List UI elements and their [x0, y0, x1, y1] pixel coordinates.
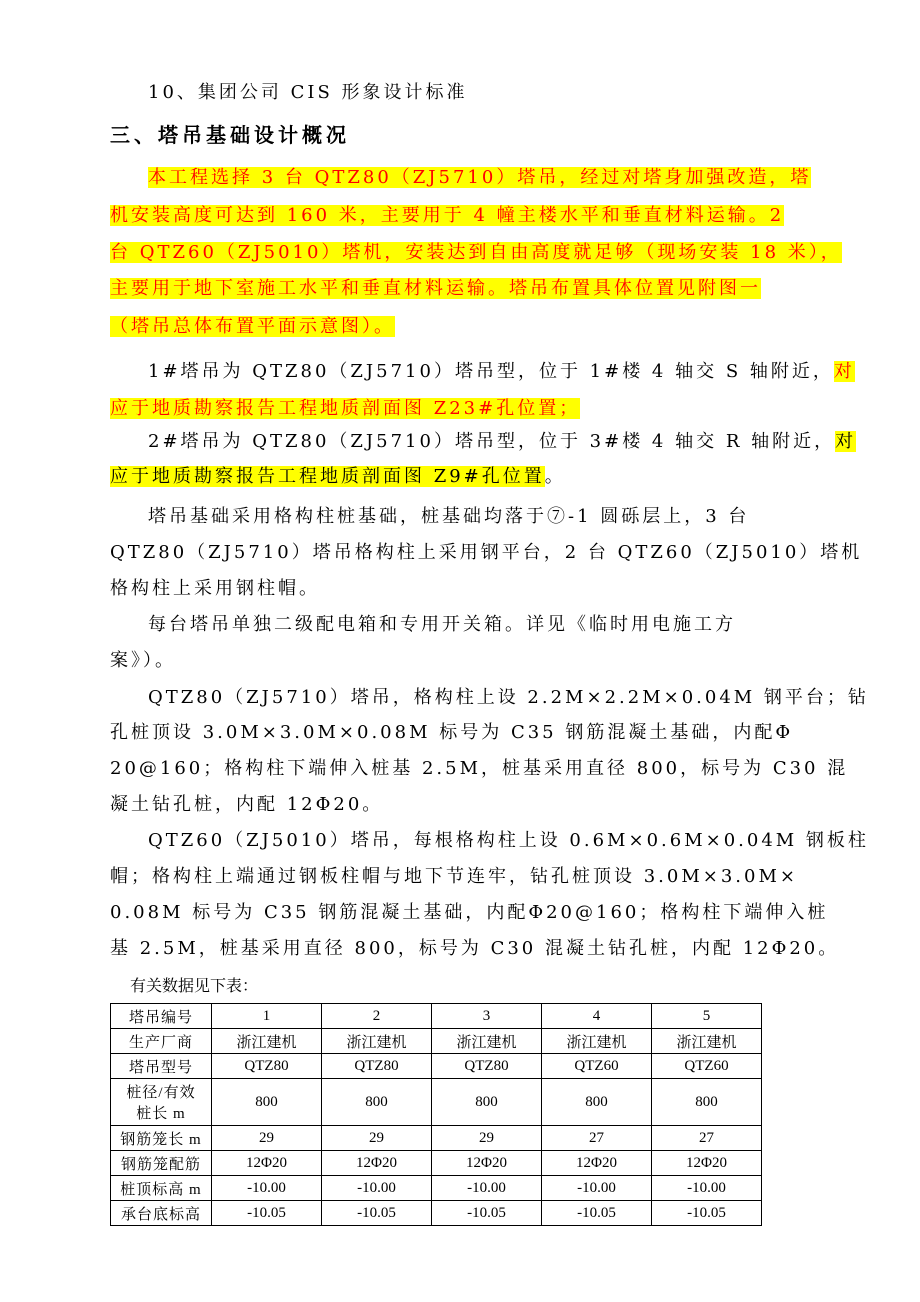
table-cell: -10.05	[212, 1201, 322, 1226]
table-row	[111, 1151, 762, 1176]
table-cell: 800	[322, 1079, 432, 1126]
table-cell: -10.05	[432, 1201, 542, 1226]
table-cell: 浙江建机	[212, 1029, 322, 1054]
table-row	[111, 1079, 762, 1126]
table-row	[111, 1176, 762, 1201]
table-cell: QTZ60	[652, 1054, 762, 1079]
table-cell: 2	[322, 1004, 432, 1029]
cis-standard-line: 10、集团公司 CIS 形象设计标准	[148, 82, 468, 103]
table-cell: 800	[212, 1079, 322, 1126]
qtz80-line-2: 孔桩顶设 3.0M×3.0M×0.08M 标号为 C35 钢筋混凝土基础，内配Φ	[110, 722, 794, 743]
table-row	[111, 1126, 762, 1151]
table-row	[111, 1201, 762, 1226]
table-cell: 浙江建机	[542, 1029, 652, 1054]
table-cell: -10.00	[542, 1176, 652, 1201]
table-cell: 29	[322, 1126, 432, 1151]
table-cell: 3	[432, 1004, 542, 1029]
table-cell: QTZ80	[432, 1054, 542, 1079]
table-cell: 12Φ20	[432, 1151, 542, 1176]
table-cell: 12Φ20	[212, 1151, 322, 1176]
crane1-line-1: 1#塔吊为 QTZ80（ZJ5710）塔吊型，位于 1#楼 4 轴交 S 轴附近，对	[148, 361, 855, 382]
qtz80-line-1: QTZ80（ZJ5710）塔吊，格构柱上设 2.2M×2.2M×0.04M 钢平台；钻	[148, 687, 869, 708]
row-label: 承台底标高	[111, 1201, 212, 1226]
table-cell: 4	[542, 1004, 652, 1029]
table-cell: 12Φ20	[652, 1151, 762, 1176]
row-label: 钢筋笼配筋	[111, 1151, 212, 1176]
qtz80-line-3: 20@160；格构柱下端伸入桩基 2.5M，桩基采用直径 800，标号为 C30 混	[110, 758, 849, 779]
crane2-line-2: 应于地质勘察报告工程地质剖面图 Z9#孔位置。	[110, 466, 566, 487]
row-label: 钢筋笼长 m	[111, 1126, 212, 1151]
table-row	[111, 1004, 762, 1029]
table-cell: 12Φ20	[542, 1151, 652, 1176]
table-cell: 800	[542, 1079, 652, 1126]
table-cell: 浙江建机	[432, 1029, 542, 1054]
row-label: 桩径/有效 桩长 m	[111, 1079, 212, 1126]
table-cell: QTZ60	[542, 1054, 652, 1079]
intro-line-3: 台 QTZ60（ZJ5010）塔机，安装达到自由高度就足够（现场安装 18 米），	[110, 242, 842, 263]
table-intro: 有关数据见下表：	[130, 978, 259, 995]
table-cell: 5	[652, 1004, 762, 1029]
qtz60-line-4: 基 2.5M，桩基采用直径 800，标号为 C30 混凝土钻孔桩，内配 12Φ20。	[110, 938, 840, 959]
qtz60-line-2: 帽；格构柱上端通过钢板柱帽与地下节连牢，钻孔桩顶设 3.0M×3.0M×	[110, 866, 798, 887]
foundation-line-1: 塔吊基础采用格构柱桩基础，桩基础均落于⑦-1 圆砾层上，3 台	[148, 506, 750, 527]
table-cell: 800	[652, 1079, 762, 1126]
table-cell: QTZ80	[322, 1054, 432, 1079]
table-cell: -10.00	[322, 1176, 432, 1201]
crane-data-table	[110, 1003, 762, 1226]
table-cell: 29	[212, 1126, 322, 1151]
table-cell: 27	[652, 1126, 762, 1151]
power-line-2: 案》）。	[110, 650, 176, 671]
qtz80-line-4: 凝土钻孔桩，内配 12Φ20。	[110, 794, 384, 815]
intro-line-4: 主要用于地下室施工水平和垂直材料运输。塔吊布置具体位置见附图一	[110, 278, 761, 299]
power-line-1: 每台塔吊单独二级配电箱和专用开关箱。详见《临时用电施工方	[148, 614, 736, 635]
table-cell: -10.00	[432, 1176, 542, 1201]
row-label: 桩顶标高 m	[111, 1176, 212, 1201]
foundation-line-3: 格构柱上采用钢柱帽。	[110, 578, 320, 599]
table-cell: 29	[432, 1126, 542, 1151]
table-cell: 800	[432, 1079, 542, 1126]
intro-line-1: 本工程选择 3 台 QTZ80（ZJ5710）塔吊，经过对塔身加强改造，塔	[148, 167, 812, 188]
table-cell: -10.00	[652, 1176, 762, 1201]
qtz60-line-1: QTZ60（ZJ5010）塔吊，每根格构柱上设 0.6M×0.6M×0.04M 钢板柱	[148, 830, 869, 851]
section-heading: 三、塔吊基础设计概况	[110, 123, 350, 147]
crane2-line-1: 2#塔吊为 QTZ80（ZJ5710）塔吊型，位于 3#楼 4 轴交 R 轴附近，对	[148, 431, 857, 452]
table-row	[111, 1054, 762, 1079]
intro-line-5: （塔吊总体布置平面示意图）。	[110, 316, 395, 337]
table-cell: 27	[542, 1126, 652, 1151]
table-cell: 1	[212, 1004, 322, 1029]
table-cell: 12Φ20	[322, 1151, 432, 1176]
table-cell: -10.05	[652, 1201, 762, 1226]
table-cell: 浙江建机	[322, 1029, 432, 1054]
table-row	[111, 1029, 762, 1054]
foundation-line-2: QTZ80（ZJ5710）塔吊格构柱上采用钢平台，2 台 QTZ60（ZJ5010）塔机	[110, 542, 863, 563]
table-cell: -10.00	[212, 1176, 322, 1201]
row-label: 塔吊型号	[111, 1054, 212, 1079]
qtz60-line-3: 0.08M 标号为 C35 钢筋混凝土基础，内配Φ20@160；格构柱下端伸入桩	[110, 902, 829, 923]
row-label: 塔吊编号	[111, 1004, 212, 1029]
table-cell: -10.05	[542, 1201, 652, 1226]
intro-line-2: 机安装高度可达到 160 米，主要用于 4 幢主楼水平和垂直材料运输。2	[110, 205, 785, 226]
table-cell: -10.05	[322, 1201, 432, 1226]
row-label: 生产厂商	[111, 1029, 212, 1054]
table-cell: 浙江建机	[652, 1029, 762, 1054]
crane1-line-2: 应于地质勘察报告工程地质剖面图 Z23#孔位置；	[110, 398, 581, 419]
table-cell: QTZ80	[212, 1054, 322, 1079]
